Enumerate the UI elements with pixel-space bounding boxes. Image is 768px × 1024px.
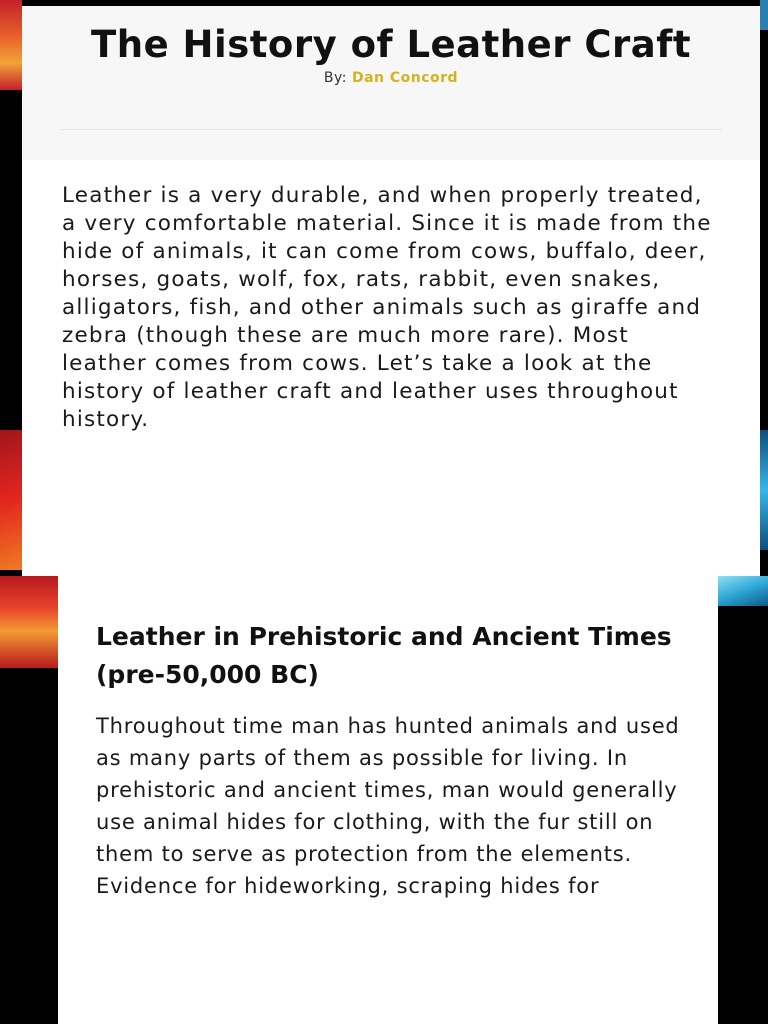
byline (22, 70, 760, 86)
intro-paragraph: Leather is a very durable, and when properly treated, a very comfortable material. Since it is made from the hide of animals, it can come from cows, buffalo, deer, horses, goats, wolf, fox, rats, rabbit, even snakes, alligators, fish, and other animals such as giraffe and zebra (though these are much more rare). Most leather comes from cows. Let’s take a look at the history of leather craft and leather uses throughout history. (62, 183, 712, 432)
slide-decoration-bottom-left (0, 576, 58, 668)
slide-decoration-mid-right (760, 430, 768, 550)
section-paragraph: Throughout time man has hunted animals and used as many parts of them as possible for living. In prehistoric and ancient times, man would generally use animal hides for clothing, with the fur still on them to serve as protection from the elements. Evidence for hideworking, scraping hides for (96, 714, 680, 898)
article-header (22, 6, 760, 160)
author-link[interactable]: Dan Concord (351, 70, 459, 86)
header-divider (60, 129, 722, 130)
article-title: The History of Leather Craft (90, 23, 692, 66)
slide-decoration-top-right (760, 0, 768, 30)
section-card (58, 576, 718, 1024)
slide-decoration-mid-left (0, 430, 22, 570)
article-card (22, 6, 760, 576)
slide-decoration-bottom-right (718, 576, 768, 606)
section-heading: Leather in Prehistoric and Ancient Times (pre-50,000 BC) (96, 622, 672, 689)
slide-decoration-top-left (0, 0, 22, 90)
byline-prefix: By: (323, 70, 347, 86)
